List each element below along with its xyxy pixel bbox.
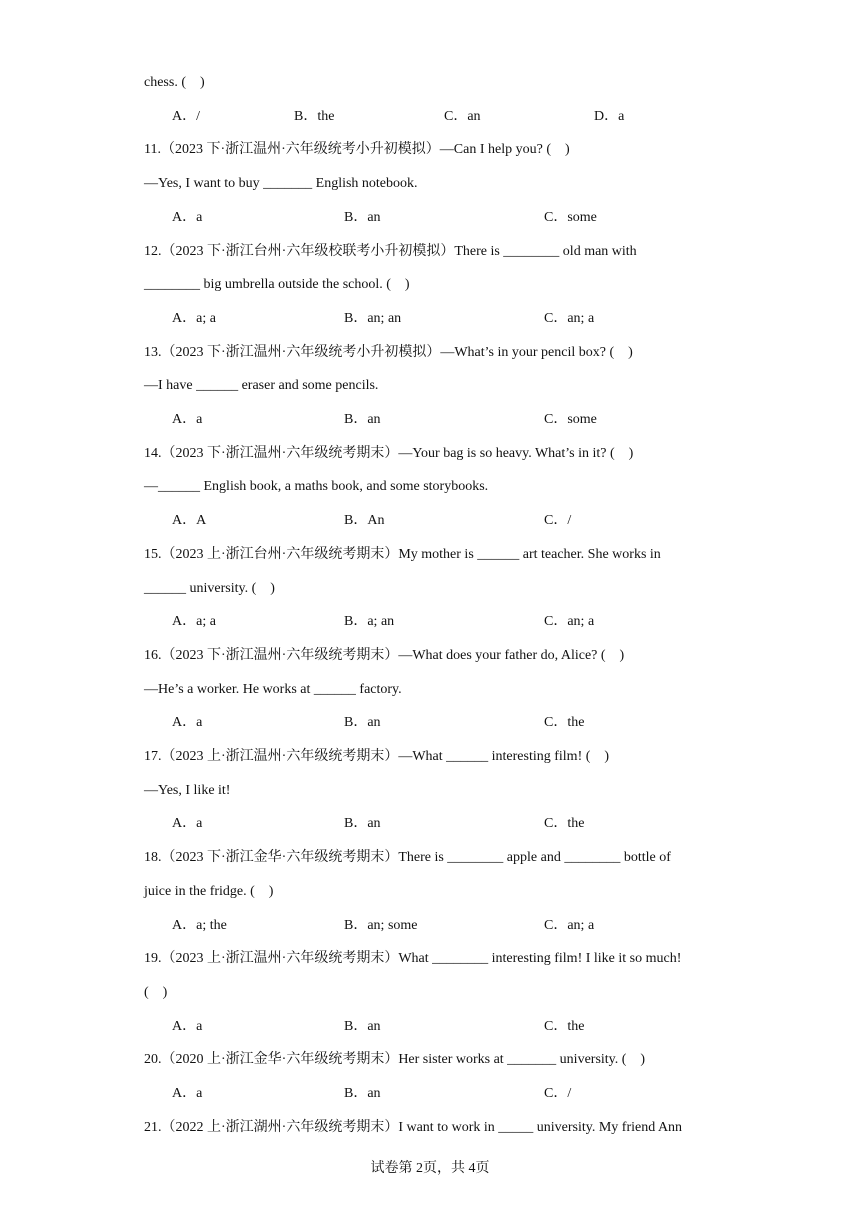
question-stem: 17.（2023 上·浙江温州·六年级统考期末）—What ______ interesting film! ( ) (144, 749, 610, 764)
answer-option[interactable]: C．an; a (544, 614, 595, 629)
answer-options (0, 613, 860, 631)
answer-option[interactable]: C．an; a (544, 918, 595, 933)
answer-option[interactable]: B．An (344, 513, 385, 528)
answer-options (0, 1085, 860, 1103)
answer-option[interactable]: C．the (544, 1019, 585, 1034)
question-stem: 12.（2023 下·浙江台州·六年级校联考小升初模拟）There is ________ old man with (144, 244, 637, 259)
answer-option[interactable]: A．a (172, 412, 203, 427)
question-continuation: ________ big umbrella outside the school. ( ) (144, 277, 410, 292)
answer-option[interactable]: A．a (172, 715, 203, 730)
answer-options (0, 310, 860, 328)
answer-options (0, 1018, 860, 1036)
question-stem: 15.（2023 上·浙江台州·六年级统考期末）My mother is ______ art teacher. She works in (144, 547, 661, 562)
answer-options (0, 917, 860, 935)
answer-option[interactable]: C．an (444, 109, 481, 124)
answer-option[interactable]: B．an (344, 816, 381, 831)
answer-option[interactable]: C．/ (544, 1086, 572, 1101)
answer-option[interactable]: C．some (544, 210, 597, 225)
question-stem: chess. ( ) (144, 75, 205, 90)
answer-option[interactable]: A．a; a (172, 311, 216, 326)
answer-option[interactable]: A．a (172, 210, 203, 225)
question-stem: 14.（2023 下·浙江温州·六年级统考期末）—Your bag is so heavy. What’s in it? ( ) (144, 446, 634, 461)
question-stem: 11.（2023 下·浙江温州·六年级统考小升初模拟）—Can I help you? ( ) (144, 142, 570, 157)
question-stem: 13.（2023 下·浙江温州·六年级统考小升初模拟）—What’s in your pencil box? ( ) (144, 345, 633, 360)
answer-option[interactable]: C．an; a (544, 311, 595, 326)
answer-options (0, 714, 860, 732)
answer-option[interactable]: A．a (172, 1019, 203, 1034)
question-stem: 18.（2023 下·浙江金华·六年级统考期末）There is ________ apple and ________ bottle of (144, 850, 671, 865)
answer-option[interactable]: B．an (344, 715, 381, 730)
answer-option[interactable]: D．a (594, 109, 625, 124)
question-stem: 20.（2020 上·浙江金华·六年级统考期末）Her sister works at _______ university. ( ) (144, 1052, 646, 1067)
question-continuation: —Yes, I want to buy _______ English notebook. (144, 176, 418, 191)
question-stem: 21.（2022 上·浙江湖州·六年级统考期末）I want to work in _____ university. My friend Ann (144, 1120, 683, 1135)
question-stem: 19.（2023 上·浙江温州·六年级统考期末）What ________ interesting film! I like it so much! (144, 951, 682, 966)
question-continuation: —______ English book, a maths book, and some storybooks. (144, 479, 489, 494)
page-footer: 试卷第 2页，共 4页 (370, 1161, 490, 1176)
answer-option[interactable]: B．an; some (344, 918, 418, 933)
answer-option[interactable]: A．a (172, 1086, 203, 1101)
answer-option[interactable]: A．A (172, 513, 207, 528)
answer-options (0, 411, 860, 429)
question-continuation: ( ) (144, 985, 168, 1000)
answer-option[interactable]: B．the (294, 109, 335, 124)
answer-options (0, 108, 860, 126)
answer-option[interactable]: B．an; an (344, 311, 402, 326)
answer-option[interactable]: A．/ (172, 109, 200, 124)
question-continuation: ______ university. ( ) (144, 581, 275, 596)
answer-option[interactable]: B．an (344, 1019, 381, 1034)
answer-option[interactable]: C．some (544, 412, 597, 427)
answer-options (0, 815, 860, 833)
question-continuation: —Yes, I like it! (144, 783, 231, 798)
answer-options (0, 209, 860, 227)
answer-option[interactable]: C．the (544, 816, 585, 831)
answer-option[interactable]: C．/ (544, 513, 572, 528)
question-continuation: —I have ______ eraser and some pencils. (144, 378, 379, 393)
answer-option[interactable]: B．an (344, 210, 381, 225)
answer-option[interactable]: C．the (544, 715, 585, 730)
question-continuation: juice in the fridge. ( ) (144, 884, 274, 899)
answer-option[interactable]: A．a; a (172, 614, 216, 629)
answer-option[interactable]: B．a; an (344, 614, 395, 629)
answer-option[interactable]: B．an (344, 412, 381, 427)
answer-options (0, 512, 860, 530)
answer-option[interactable]: A．a; the (172, 918, 227, 933)
question-stem: 16.（2023 下·浙江温州·六年级统考期末）—What does your father do, Alice? ( ) (144, 648, 625, 663)
answer-option[interactable]: B．an (344, 1086, 381, 1101)
question-continuation: —He’s a worker. He works at ______ factory. (144, 682, 402, 697)
answer-option[interactable]: A．a (172, 816, 203, 831)
